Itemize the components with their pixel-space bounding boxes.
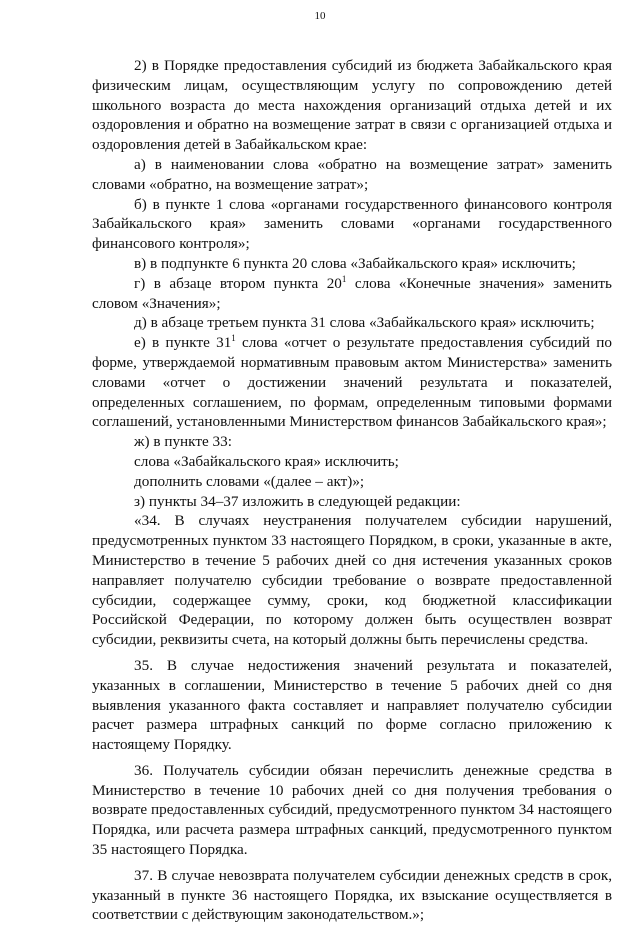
superscript-mark: 1 xyxy=(231,333,236,344)
paragraph-point-35: 35. В случае недостижения значений результата и показателей, указанных в соглашении, Министерство в течение 5 рабочих дней со дня выявления указанного факта составляет и направляет получателю субсидии расчет размера штрафных санкций по форме согласно приложению к настоящему Порядку. xyxy=(92,656,612,754)
paragraph-item-d: д) в абзаце третьем пункта 31 слова «Забайкальского края» исключить; xyxy=(134,314,595,332)
paragraph-item-zh: ж) в пункте 33: xyxy=(134,433,232,451)
paragraph-item-zh-2: дополнить словами «(далее – акт)»; xyxy=(134,472,365,490)
paragraph-item-v: в) в подпункте 6 пункта 20 слова «Забайкальского края» исключить; xyxy=(134,254,576,272)
paragraph-item-g-after: слова «Конечные значения» заменить словом «Значения»; xyxy=(92,274,612,312)
paragraph-item-zh-1: слова «Забайкальского края» исключить; xyxy=(134,452,399,470)
paragraph-item-z: з) пункты 34–37 изложить в следующей редакции: xyxy=(134,492,461,510)
paragraph-point-34: «34. В случаях неустранения получателем субсидии нарушений, предусмотренных пунктом 33 настоящего Порядком, в сроки, указанные в акте, Министерство в течение 5 рабочих дней со дня истечения указанных сроков направляет получателю субсидии требование о возврате предоставленной субсидии, содержащее сумму, сроки, код бюджетной классификации Российской Федерации, по которому должен быть осуществлен возврат субсидии, реквизиты счета, на который должны быть перечислены средства. xyxy=(92,512,612,649)
paragraph-intro: 2) в Порядке предоставления субсидий из бюджета Забайкальского края физическим лицам, осуществляющим услугу по сопровождению детей школьного возраста до места нахождения организаций отдыха детей и их оздоровления и обратно на возмещение затрат в связи с организацией отдыха и оздоровления детей в Забайкальском крае: xyxy=(92,57,612,154)
paragraph-point-36: 36. Получатель субсидии обязан перечислить денежные средства в Министерство в течение 10 рабочих дней со дня получения требования о возврате предоставленных субсидий, предусмотренного пунктом 34 настоящего Порядка, или расчета размера штрафных санкций, предусмотренного пунктом 35 настоящего Порядка. xyxy=(92,761,612,859)
paragraph-item-e-before: е) в пункте 31 xyxy=(134,334,232,352)
paragraph-item-g xyxy=(92,274,612,314)
page-number: 10 xyxy=(314,10,326,22)
paragraph-item-b: б) в пункте 1 слова «органами государственного финансового контроля Забайкальского края» заменить словами «органами государственного финансового контроля»; xyxy=(92,195,612,253)
paragraph-item-a: а) в наименовании слова «обратно на возмещение затрат» заменить словами «обратно, на возмещение затрат»; xyxy=(92,155,612,193)
paragraph-item-e-after: слова «отчет о результате предоставления субсидий по форме, утверждаемой нормативным правовым актом Министерства» заменить словами «отчет о достижении значений результата и показателей, определенных соглашением, по формам, определенным типовыми формами соглашений, установленными Министерством финансов Забайкальского края»; xyxy=(92,334,612,431)
paragraph-point-37: 37. В случае невозврата получателем субсидии денежных средств в срок, указанный в пункте 36 настоящего Порядка, их взыскание осуществляется в соответствии с действующим законодательством.»; xyxy=(92,866,612,924)
paragraph-item-g-before: г) в абзаце втором пункта 20 xyxy=(134,274,342,292)
document-body xyxy=(92,56,612,925)
superscript-mark: 1 xyxy=(341,273,347,284)
paragraph-item-e xyxy=(92,333,612,432)
